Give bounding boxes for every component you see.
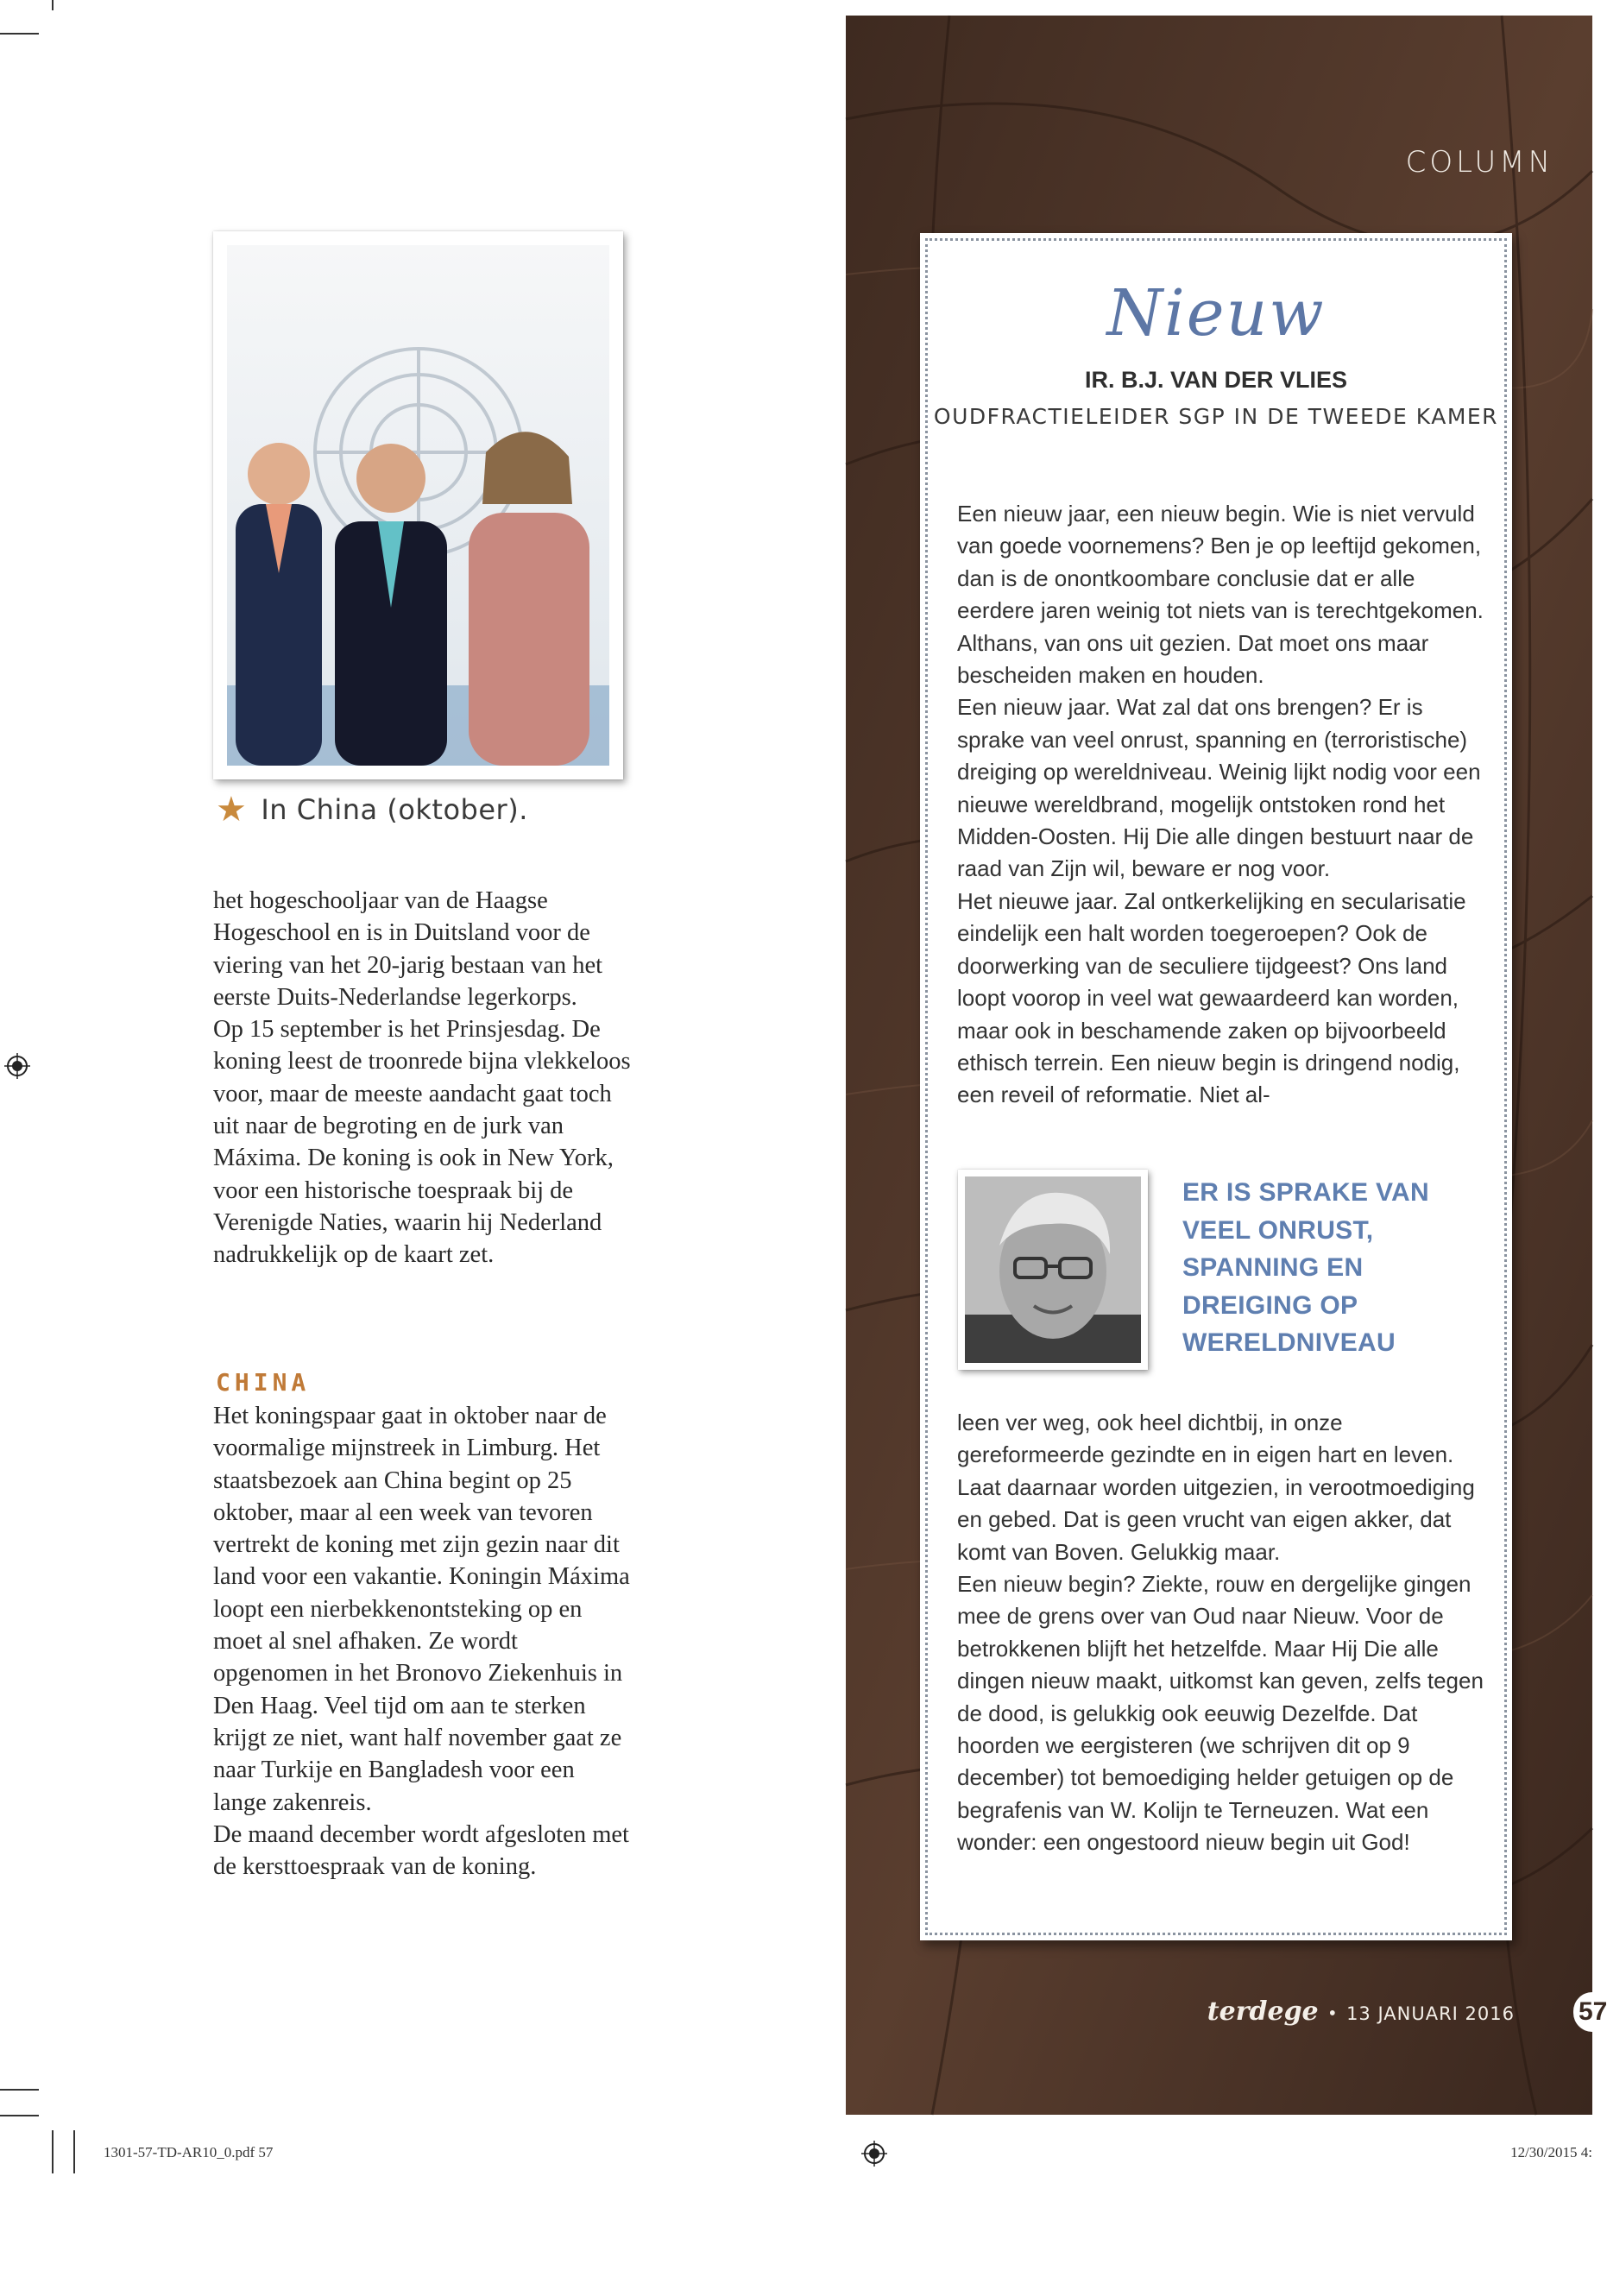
author-portrait — [965, 1176, 1141, 1363]
column-tag: COLUMN — [1405, 145, 1553, 180]
paragraph: Het nieuwe jaar. Zal ontkerkelijking en secularisatie eindelijk een halt worden toegeroepen? Ook de doorwerking van de seculiere tijdgeest? Ons land loopt voorop in veel wat gewaardeerd kan worden, maar ook in beschamende zaken op bijvoorbeeld ethisch terrein. Een nieuw begin is dringend nodig, een reveil of reformatie. Niet al- — [957, 887, 1466, 1108]
separator: • — [1328, 2003, 1337, 2025]
article-body-left — [213, 885, 632, 1271]
footer-brand — [1207, 1996, 1515, 2027]
paragraph: Een nieuw jaar. Wat zal dat ons brengen? Er is sprake van veel onrust, spanning en (terroristische) dreiging op wereldniveau. Weinig lijkt nodig voor een nieuwe wereldbrand, mogelijk ontstoken rond het Midden-Oosten. Hij Die alle dingen bestuurt naar de raad van Zijn wil, beware er nog voor. — [957, 694, 1481, 882]
column-author: IR. B.J. VAN DER VLIES — [1084, 367, 1348, 393]
paragraph: Een nieuw begin? Ziekte, rouw en dergelijke gingen mee de grens over van Oud naar Nieuw. Voor de betrokkenen blijft het hetzelfde. Maar Hij Die alle dingen nieuw maakt, uitkomst kan geven, zelfs tegen de dood, is gelukkig ook eeuwig Dezelfde. Dat hoorden we eergisteren (we schrijven dit op 9 december) tot bemoediging helder getuigen op de begrafenis van W. Kolijn te Terneuzen. Wat een wonder: een ongestoord nieuw begin uit God! — [957, 1571, 1484, 1856]
photo-frame — [213, 231, 623, 779]
paragraph: leen ver weg, ook heel dichtbij, in onze gereformeerde gezindte en in eigen hart en leven. Laat daarnaar worden uitgezien, in verootmoediging en gebed. Dat is geen vrucht van eigen akker, dat komt van Boven. Gelukkig maar. — [957, 1410, 1475, 1565]
star-icon: ★ — [216, 790, 248, 829]
portrait-illustration — [965, 1176, 1141, 1363]
section-subhead: CHINA — [216, 1368, 311, 1397]
print-slug-date: 12/30/2015 4: — [1510, 2144, 1592, 2160]
paragraph: De maand december wordt afgesloten met de kersttoespraak van de koning. — [213, 1820, 629, 1881]
registration-mark-icon — [4, 1053, 30, 1079]
page-number: 57 — [1573, 1992, 1592, 2032]
pull-quote: ER IS SPRAKE VAN VEEL ONRUST, SPANNING EN DREIGING OP WERELDNIVEAU — [1182, 1178, 1429, 1357]
column-body-top — [957, 498, 1484, 1112]
paragraph: Een nieuw jaar, een nieuw begin. Wie is niet vervuld van goede voornemens? Ben je op leeftijd gekomen, dan is de onontkoombare conclusie dat er alle eerdere jaren weinig tot niets van is terechtgekomen. Althans, van ons uit gezien. Dat moet ons maar bescheiden maken en houden. — [957, 501, 1484, 689]
crop-mark — [0, 2115, 39, 2116]
registration-mark-icon — [861, 2141, 887, 2167]
crop-mark — [52, 2130, 54, 2173]
issue-date: 13 JANUARI 2016 — [1346, 2003, 1515, 2024]
column-body-bottom — [957, 1407, 1484, 1859]
article-body-left-2 — [213, 1400, 632, 1883]
paragraph: Op 15 september is het Prinsjesdag. De koning leest de troonrede bijna vlekkeloos voor, maar de meeste aandacht gaat toch uit naar de begroting en de jurk van Máxima. De koning is ook in New York, voor een historische toespraak bij de Verenigde Naties, waarin hij Nederland nadrukkelijk op de kaart zet. — [213, 1016, 631, 1269]
photo-illustration — [227, 245, 609, 766]
photo-caption — [216, 792, 621, 827]
print-slug-file: 1301-57-TD-AR10_0.pdf 57 — [104, 2144, 274, 2160]
photo-un-visit — [227, 245, 609, 766]
author-portrait-frame — [958, 1170, 1148, 1370]
brand-name: terdege — [1207, 1996, 1319, 2027]
column-author-role: OUDFRACTIELEIDER SGP IN DE TWEEDE KAMER — [933, 404, 1499, 429]
paragraph: Het koningspaar gaat in oktober naar de voormalige mijnstreek in Limburg. Het staatsbezoek aan China begint op 25 oktober, maar al een week van tevoren vertrekt de koning met zijn gezin naar dit land voor een vakantie. Koningin Máxima loopt een nierbekkenontsteking op en moet al snel afhaken. Ze wordt opgenomen in het Bronovo Ziekenhuis in Den Haag. Veel tijd om aan te sterken krijgt ze niet, want half november gaat ze naar Turkije en Bangladesh voor een lange zakenreis. — [213, 1403, 630, 1816]
column-title: Nieuw — [1106, 276, 1326, 350]
crop-mark — [73, 2130, 75, 2173]
paragraph: het hogeschooljaar van de Haagse Hogeschool en is in Duitsland voor de viering van het 20-jarig bestaan van het eerste Duits-Nederlandse legerkorps. — [213, 887, 603, 1011]
column-card — [920, 233, 1512, 1940]
crop-mark — [52, 0, 54, 10]
crop-mark — [0, 33, 39, 35]
crop-mark — [0, 2089, 39, 2091]
caption-text: In China (oktober). — [261, 793, 528, 826]
